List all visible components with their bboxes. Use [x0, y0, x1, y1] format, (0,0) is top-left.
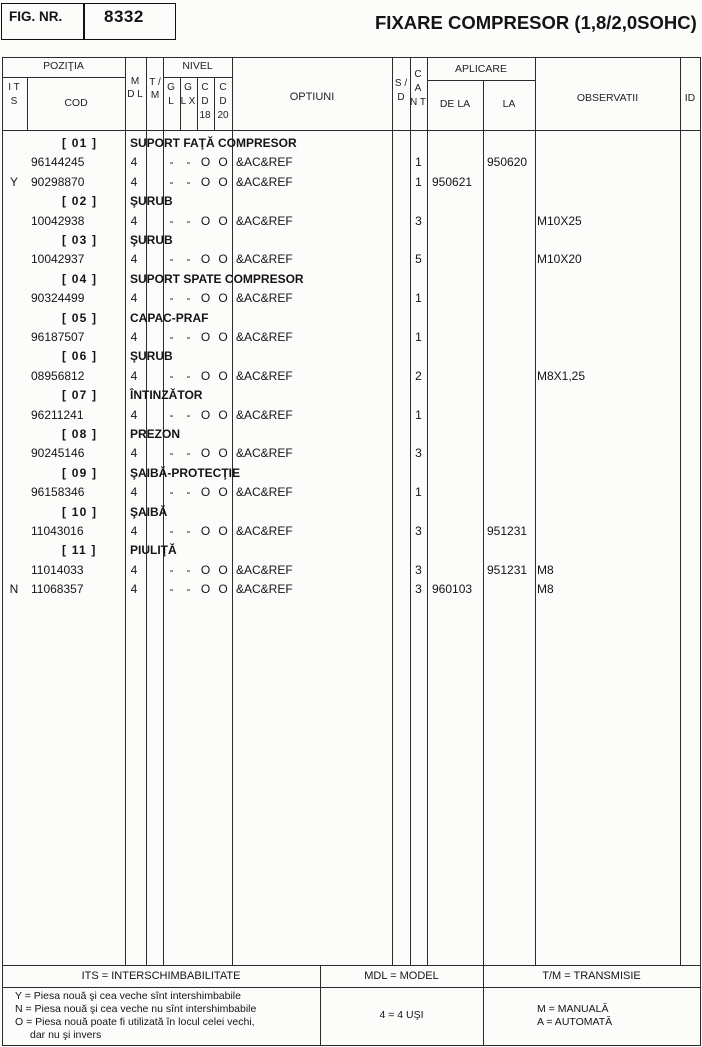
model-code: 4: [130, 213, 138, 228]
level-gl: -: [169, 213, 174, 228]
level-gl: -: [169, 407, 174, 422]
options: &AC&REF: [236, 368, 293, 383]
legend-mdl-line: 4 = 4 UŞI: [379, 1009, 424, 1021]
options: &AC&REF: [236, 446, 293, 461]
level-glx: -: [186, 524, 191, 538]
part-code: 90324499: [31, 291, 85, 306]
group-header-row: [0, 309, 702, 328]
group-name: ŞURUB: [130, 233, 173, 247]
header-pozitia: POZIŢIA: [43, 60, 84, 72]
position-number: [ 07 ]: [62, 388, 98, 403]
level-cd18: O: [200, 213, 211, 228]
header-its: I T S: [8, 82, 20, 107]
level-cd20: O: [218, 446, 228, 461]
header-la: LA: [502, 98, 516, 110]
level-glx: -: [186, 155, 191, 170]
model-code: 4: [130, 485, 138, 500]
legend-top-border: [2, 965, 701, 966]
part-row: [0, 328, 702, 347]
quantity: 1: [415, 330, 422, 344]
level-gl: -: [169, 562, 174, 577]
level-cd20: O: [218, 252, 228, 267]
model-code: 4: [130, 291, 138, 306]
applied-from: 960103: [432, 582, 473, 597]
level-cd20: O: [218, 330, 228, 344]
level-glx: -: [186, 485, 191, 500]
level-cd20: O: [218, 582, 228, 597]
legend-its-title: ITS = INTERSCHIMBABILITATE: [81, 970, 241, 982]
legend-title-border: [2, 987, 701, 988]
header-de-la: DE LA: [439, 98, 471, 110]
part-row: [0, 153, 702, 172]
level-cd18: O: [200, 252, 211, 267]
group-name: CAPAC-PRAF: [130, 310, 209, 325]
level-cd20: O: [218, 524, 228, 538]
group-name: PREZON: [130, 427, 181, 441]
quantity: 5: [415, 252, 422, 267]
quantity: 3: [415, 446, 422, 461]
level-cd18: O: [200, 174, 211, 189]
quantity: 3: [415, 562, 422, 577]
part-row: [0, 561, 702, 580]
group-header-row: [0, 231, 702, 250]
level-gl: -: [169, 368, 174, 383]
level-glx: -: [186, 368, 191, 383]
level-cd18: O: [200, 155, 211, 170]
group-header-row: [0, 503, 702, 522]
options: &AC&REF: [236, 562, 293, 577]
header-id: ID: [684, 92, 696, 104]
group-name: ŞURUB: [130, 194, 173, 209]
part-code: 10042937: [31, 252, 85, 267]
group-name: ŞAIBĂ-PROTECŢIE: [130, 465, 241, 480]
options: &AC&REF: [236, 252, 293, 267]
page-title: FIXARE COMPRESOR (1,8/2,0SOHC): [375, 12, 697, 33]
quantity: 2: [415, 368, 422, 383]
level-cd20: O: [218, 485, 228, 500]
level-gl: -: [169, 330, 174, 344]
level-cd18: O: [200, 330, 211, 344]
quantity: 1: [415, 407, 422, 422]
part-code: 96158346: [31, 485, 85, 500]
group-header-row: [0, 386, 702, 405]
part-row: [0, 406, 702, 425]
part-row: [0, 212, 702, 231]
level-glx: -: [186, 446, 191, 461]
level-gl: -: [169, 446, 174, 461]
legend-its-line: dar nu şi invers: [30, 1029, 102, 1041]
options: &AC&REF: [236, 291, 293, 306]
level-gl: -: [169, 155, 174, 170]
interchangeability-code: Y: [9, 174, 18, 189]
position-number: [ 02 ]: [62, 194, 98, 209]
header-cod: COD: [64, 97, 88, 109]
group-header-row: [0, 541, 702, 560]
part-code: 08956812: [31, 368, 85, 383]
legend-its-line: O = Piesa nouă poate fi utilizată în locul celei vechi,: [15, 1016, 255, 1028]
group-name: PIULIŢĂ: [130, 543, 177, 558]
table-top-border: [2, 57, 701, 58]
options: &AC&REF: [236, 213, 293, 228]
model-code: 4: [130, 174, 138, 189]
part-code: 96211241: [31, 407, 84, 422]
group-name: SUPORT SPATE COMPRESOR: [130, 271, 304, 286]
figure-label: FIG. NR.: [9, 9, 63, 24]
header-mdl: M D L: [127, 76, 143, 100]
level-glx: -: [186, 330, 191, 344]
figure-number: 8332: [104, 7, 144, 26]
level-gl: -: [169, 582, 174, 597]
options: &AC&REF: [236, 485, 293, 500]
figure-box-divider: [83, 4, 85, 39]
position-number: [ 04 ]: [62, 271, 98, 286]
level-cd18: O: [200, 446, 211, 461]
level-cd20: O: [218, 368, 228, 383]
legend-tm-line: A = AUTOMATĂ: [537, 1016, 613, 1028]
level-glx: -: [186, 562, 191, 577]
level-cd18: O: [200, 582, 211, 597]
part-code: 90298870: [31, 174, 85, 189]
level-cd20: O: [218, 407, 228, 422]
level-glx: -: [186, 291, 191, 306]
options: &AC&REF: [236, 155, 293, 170]
position-number: [ 06 ]: [62, 349, 98, 364]
legend-bottom-border: [2, 1045, 701, 1046]
level-gl: -: [169, 252, 174, 267]
interchangeability-code: N: [9, 582, 19, 597]
group-name: ŞURUB: [130, 349, 173, 364]
level-cd20: O: [218, 562, 228, 577]
level-cd20: O: [218, 155, 228, 170]
legend-mdl-title: MDL = MODEL: [364, 970, 439, 982]
level-cd20: O: [218, 174, 228, 189]
quantity: 1: [415, 174, 422, 189]
level-glx: -: [186, 582, 191, 597]
header-nivel: NIVEL: [182, 60, 213, 72]
level-gl: -: [169, 485, 174, 500]
legend-tm-line: M = MANUALĂ: [537, 1003, 609, 1015]
model-code: 4: [130, 155, 138, 170]
header-cd20: C D 20: [217, 82, 229, 121]
group-header-row: [0, 425, 702, 444]
part-code: 90245146: [31, 446, 85, 461]
level-gl: -: [169, 174, 174, 189]
level-glx: -: [186, 174, 191, 189]
part-code: 96187507: [31, 330, 85, 344]
model-code: 4: [130, 524, 138, 538]
quantity: 1: [415, 155, 422, 170]
quantity: 3: [415, 524, 422, 538]
model-code: 4: [130, 582, 138, 597]
position-number: [ 09 ]: [62, 465, 98, 480]
level-cd20: O: [218, 291, 228, 306]
applied-until: 950620: [487, 155, 528, 170]
level-cd18: O: [200, 291, 211, 306]
position-number: [ 03 ]: [62, 233, 98, 247]
quantity: 3: [415, 582, 422, 597]
header-observatii: OBSERVATII: [576, 92, 639, 104]
position-number: [ 10 ]: [62, 504, 98, 519]
group-name: ÎNTINZĂTOR: [130, 388, 203, 403]
observations: M8: [537, 562, 554, 577]
group-header-row: [0, 270, 702, 289]
header-optiuni: OPTIUNI: [289, 91, 335, 103]
part-code: 96144245: [31, 155, 85, 170]
group-name: ŞAIBĂ: [130, 504, 168, 519]
pozitia-underline: [2, 77, 125, 78]
observations: M8: [537, 582, 554, 597]
level-glx: -: [186, 213, 191, 228]
part-code: 10042938: [31, 213, 85, 228]
level-glx: -: [186, 407, 191, 422]
group-header-row: [0, 464, 702, 483]
model-code: 4: [130, 330, 138, 344]
position-number: [ 11 ]: [62, 543, 97, 558]
model-code: 4: [130, 252, 138, 267]
applied-until: 951231: [487, 562, 528, 577]
legend-tm-title: T/M = TRANSMISIE: [542, 970, 641, 982]
group-name: SUPORT FAŢĂ COMPRESOR: [130, 136, 297, 150]
header-glx: G L X: [180, 82, 196, 107]
model-code: 4: [130, 562, 138, 577]
header-cd18: C D 18: [199, 82, 211, 121]
header-aplicare: APLICARE: [455, 63, 507, 75]
quantity: 1: [415, 291, 422, 306]
aplicare-underline: [427, 80, 535, 81]
model-code: 4: [130, 407, 138, 422]
options: &AC&REF: [236, 174, 293, 189]
applied-from: 950621: [432, 174, 473, 189]
legend-its-line: Y = Piesa nouă şi cea veche sînt intershimbabile: [15, 990, 241, 1002]
level-cd20: O: [218, 213, 228, 228]
observations: M10X25: [537, 213, 582, 228]
level-cd18: O: [200, 524, 211, 538]
options: &AC&REF: [236, 524, 293, 538]
position-number: [ 05 ]: [62, 310, 98, 325]
part-code: 11043016: [31, 524, 84, 538]
level-gl: -: [169, 291, 174, 306]
observations: M10X20: [537, 252, 582, 267]
options: &AC&REF: [236, 407, 293, 422]
part-row: [0, 367, 702, 386]
level-cd18: O: [200, 407, 211, 422]
level-cd18: O: [200, 562, 211, 577]
part-code: 11014033: [31, 562, 84, 577]
group-header-row: [0, 347, 702, 366]
quantity: 3: [415, 213, 422, 228]
applied-until: 951231: [487, 524, 528, 538]
options: &AC&REF: [236, 582, 293, 597]
position-number: [ 01 ]: [62, 136, 98, 150]
model-code: 4: [130, 368, 138, 383]
group-header-row: [0, 134, 702, 153]
level-gl: -: [169, 524, 174, 538]
header-cant: C A N T: [410, 69, 426, 108]
header-bottom-border: [2, 130, 701, 131]
level-cd18: O: [200, 368, 211, 383]
level-cd18: O: [200, 485, 211, 500]
part-row: [0, 289, 702, 308]
part-row: [0, 250, 702, 269]
group-header-row: [0, 192, 702, 211]
header-tm: T / M: [149, 77, 161, 101]
part-row: [0, 483, 702, 502]
observations: M8X1,25: [537, 368, 586, 383]
part-code: 11068357: [31, 582, 84, 597]
level-glx: -: [186, 252, 191, 267]
header-sd: S / D: [394, 78, 408, 103]
part-row: [0, 173, 702, 192]
legend-its-line: N = Piesa nouă şi cea veche nu sînt intershimbabile: [15, 1003, 257, 1015]
options: &AC&REF: [236, 330, 293, 344]
header-gl: G L: [167, 82, 175, 107]
position-number: [ 08 ]: [62, 427, 98, 441]
part-row: [0, 522, 702, 541]
part-row: [0, 580, 702, 599]
part-row: [0, 444, 702, 463]
model-code: 4: [130, 446, 138, 461]
quantity: 1: [415, 485, 422, 500]
